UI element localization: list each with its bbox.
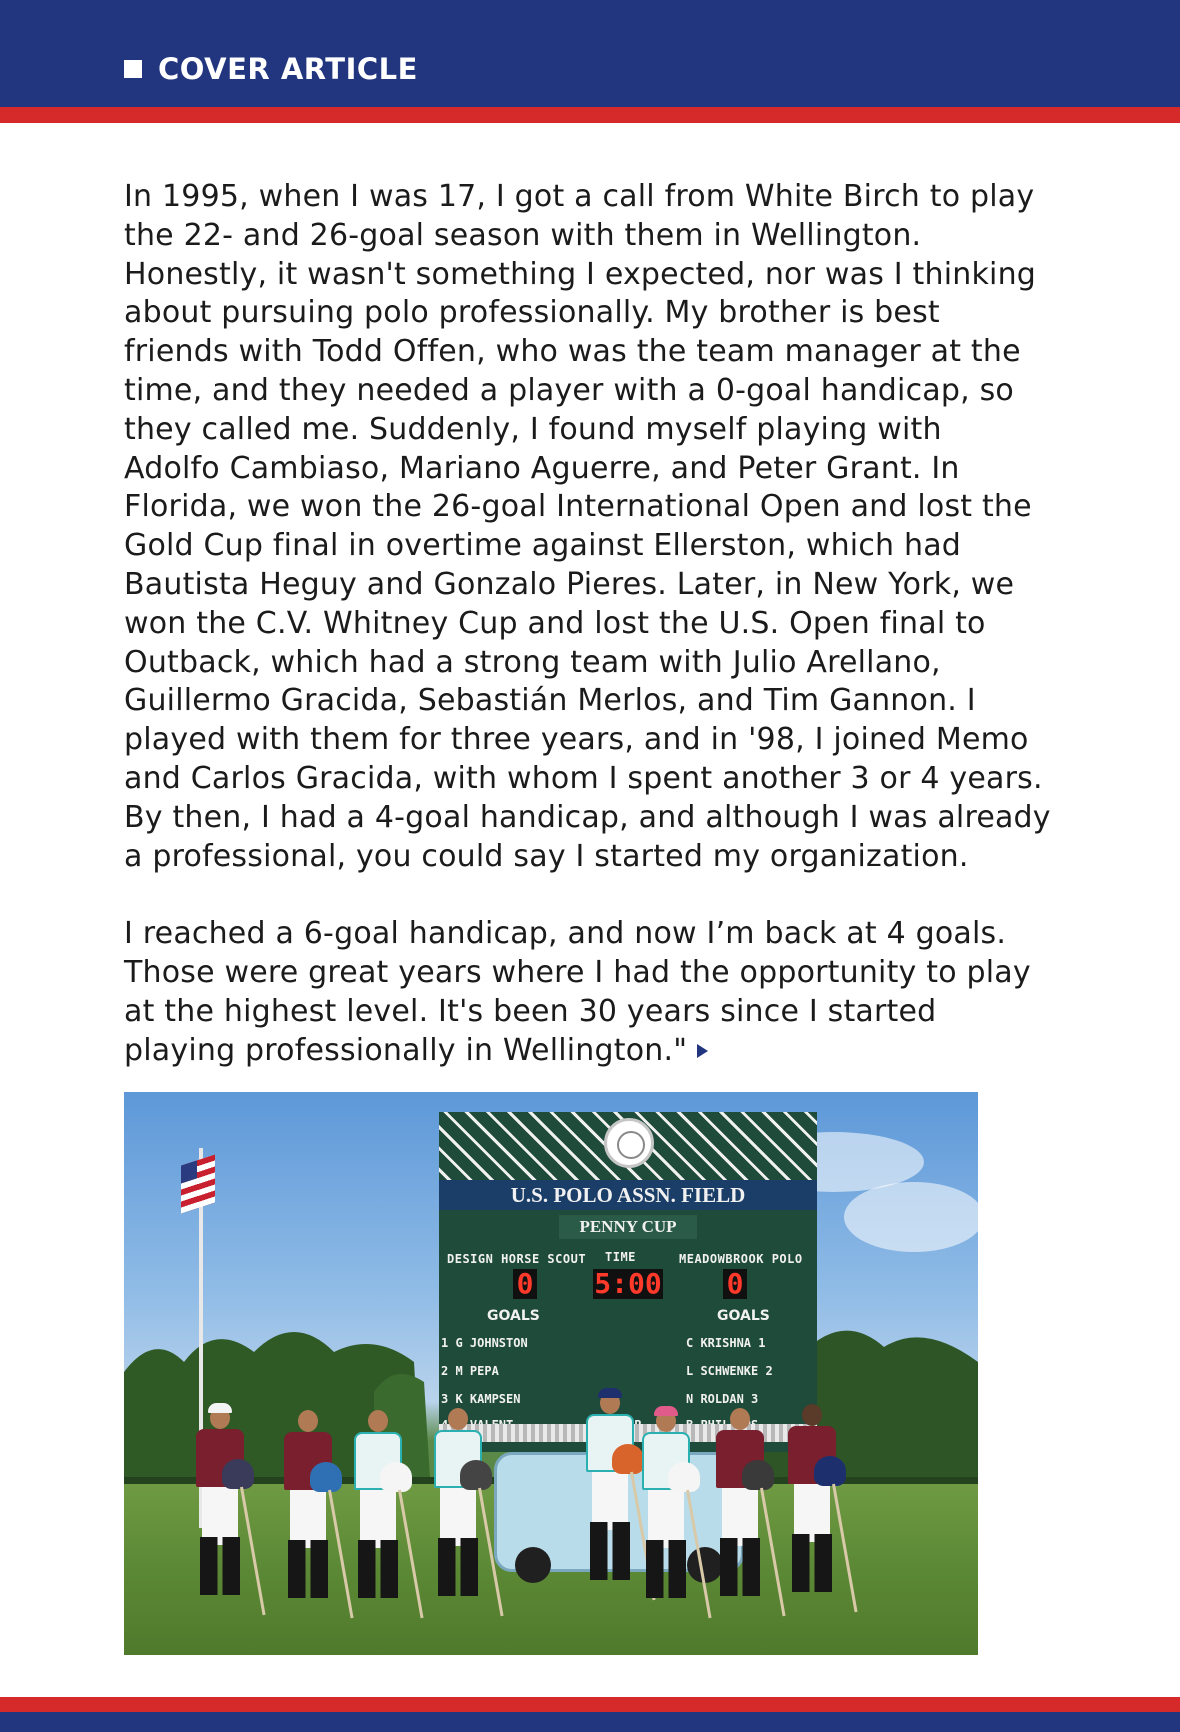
article-paragraph [124, 915, 1054, 1070]
footer-bar [0, 1712, 1180, 1732]
home-player: 2 M PEPA [441, 1364, 499, 1378]
article-paragraph: In 1995, when I was 17, I got a call from White Birch to play the 22- and 26-goal season with them in Wellington. Honestly, it wasn't something I expected, nor was I thinking about pursuing polo professionally. My brother is best friends with Todd Offen, who was the team manager at the time, and they needed a player with a 0-goal handicap, so they called me. Suddenly, I found myself playing with Adolfo Cambiaso, Mariano Aguerre, and Peter Grant. In Florida, we won the 26-goal International Open and lost the Gold Cup final in overtime against Ellerston, which had Bautista Heguy and Gonzalo Pieres. Later, in New York, we won the C.V. Whitney Cup and lost the U.S. Open final to Outback, which had a strong team with Julio Arellano, Guillermo Gracida, Sebastián Merlos, and Tim Gannon. I played with them for three years, and in '98, I joined Memo and Carlos Gracida, with whom I spent another 3 or 4 years. By then, I had a 4-goal handicap, and although I was already a professional, you could say I started my organization. [124, 179, 1051, 874]
away-goals-label: GOALS [717, 1308, 770, 1324]
game-clock: 5:00 [594, 1267, 662, 1300]
us-flag-icon [181, 1154, 215, 1213]
article-photo [124, 1092, 978, 1655]
time-label: TIME [605, 1250, 636, 1264]
section-square-icon [124, 60, 142, 78]
away-player: C KRISHNA 1 [686, 1336, 766, 1350]
cloud [844, 1182, 978, 1252]
home-team-label: DESIGN HORSE SCOUT [447, 1252, 587, 1266]
article-body [124, 178, 1054, 1071]
crest-icon [604, 1118, 654, 1168]
section-label-text: COVER ARTICLE [158, 52, 418, 86]
article-paragraph-text: I reached a 6-goal handicap, and now I’m back at 4 goals. Those were great years where I had the opportunity to play at the highest level. It's been 30 years since I started playing professionally in Wellington." [124, 916, 1031, 1068]
header-stripe [0, 107, 1180, 123]
scoreboard-venue: U.S. POLO ASSN. FIELD [439, 1180, 817, 1210]
section-label [124, 52, 418, 86]
scoreboard [439, 1112, 817, 1452]
cart-wheel [515, 1547, 551, 1583]
home-player: 1 G JOHNSTON [441, 1336, 528, 1350]
away-team-label: MEADOWBROOK POLO [679, 1252, 803, 1266]
cart-wheel [687, 1547, 723, 1583]
scoreboard-event: PENNY CUP [559, 1215, 697, 1239]
away-player: L SCHWENKE 2 [686, 1364, 773, 1378]
footer-stripe [0, 1697, 1180, 1712]
away-player: N ROLDAN 3 [686, 1392, 759, 1406]
away-score: 0 [723, 1269, 747, 1299]
continue-arrow-icon [697, 1044, 708, 1058]
home-goals-label: GOALS [487, 1308, 540, 1324]
home-player: 3 K KAMPSEN [441, 1392, 521, 1406]
home-score: 0 [513, 1269, 537, 1299]
